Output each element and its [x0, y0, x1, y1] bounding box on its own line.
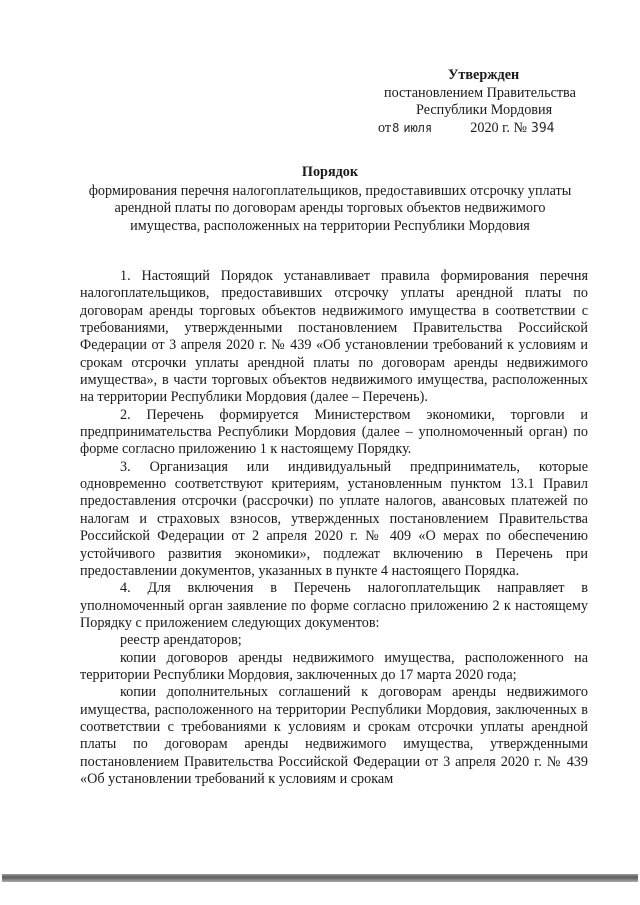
document-heading	[80, 163, 580, 235]
approval-number: 394	[531, 120, 555, 136]
approval-region: Республики Мордовия	[416, 102, 553, 119]
paragraph-4: 4. Для включения в Перечень налогоплательщик направляет в уполномоченный орган заявление по форме согласно приложению 2 к настоящему Порядку с приложением следующих документов:	[80, 580, 588, 631]
list-item-registry: реестр арендаторов;	[120, 632, 242, 649]
paragraph-1: 1. Настоящий Порядок устанавливает правила формирования перечня налогоплательщиков, предоставивших отсрочку уплаты арендной платы по договорам аренды торговых объектов недвижимого имущества в соответствии с требованиями, утвержденными постановлением Правительства Российской Федерации от 3 апреля 2020 г. № 439 «Об установлении требований к условиям и срокам отсрочки уплаты арендной платы по договорам аренды недвижимого имущества», в части торговых объектов недвижимого имущества, расположенных на территории Республики Мордовия (далее – Перечень).	[80, 268, 588, 406]
heading-title: Порядок	[301, 164, 359, 180]
list-item-contracts: копии договоров аренды недвижимого имущества, расположенного на территории Республики Мордовия, заключенных до 17 марта 2020 года;	[80, 649, 588, 683]
approval-stamp	[376, 67, 596, 137]
approval-year: 2020 г. №	[470, 119, 528, 136]
approval-date-line	[376, 120, 596, 138]
paragraph-2: 2. Перечень формируется Министерством экономики, торговли и предпринимательства Республики Мордовия (далее – уполномоченный орган) по форме согласно приложению 1 к настоящему Порядку.	[80, 406, 588, 458]
approval-title: Утвержден	[448, 67, 520, 83]
scan-edge-line	[2, 874, 638, 882]
approval-date-day: 8	[392, 120, 400, 135]
paragraph-3: 3. Организация или индивидуальный предприниматель, которые одновременно соответствуют критериям, установленным пунктом 13.1 Правил предоставления отсрочки (рассрочки) по уплате налогов, авансовых платежей по налогам и страховых взносов, утвержденных постановлением Правительства Российской Федерации от 2 апреля 2020 г. № 409 «О мерах по обеспечению устойчивого развития экономики», подлежат включению в Перечень при предоставлении документов, указанных в пункте 4 настоящего Порядка.	[80, 458, 588, 579]
list-item-agreements: копии дополнительных соглашений к договорам аренды недвижимого имущества, расположенного на территории Республики Мордовия, заключенных в соответствии с требованиями к условиям и срокам отсрочки уплаты арендной платы по договорам аренды недвижимого имущества, утвержденными постановлением Правительства Российской Федерации от 3 апреля 2020 г. № 439 «Об установлении требований к условиям и срокам	[80, 684, 588, 787]
approval-date-month: июля	[403, 120, 433, 135]
approval-issuer: постановлением Правительства	[384, 84, 576, 101]
document-body	[80, 265, 588, 788]
approval-date-prefix: от	[378, 119, 392, 136]
heading-subtitle: формирования перечня налогоплательщиков, предоставивших отсрочку уплаты арендной платы по договорам аренды торговых объектов недвижимого имущества, расположенных на территории Республики Мордовия	[88, 183, 572, 234]
